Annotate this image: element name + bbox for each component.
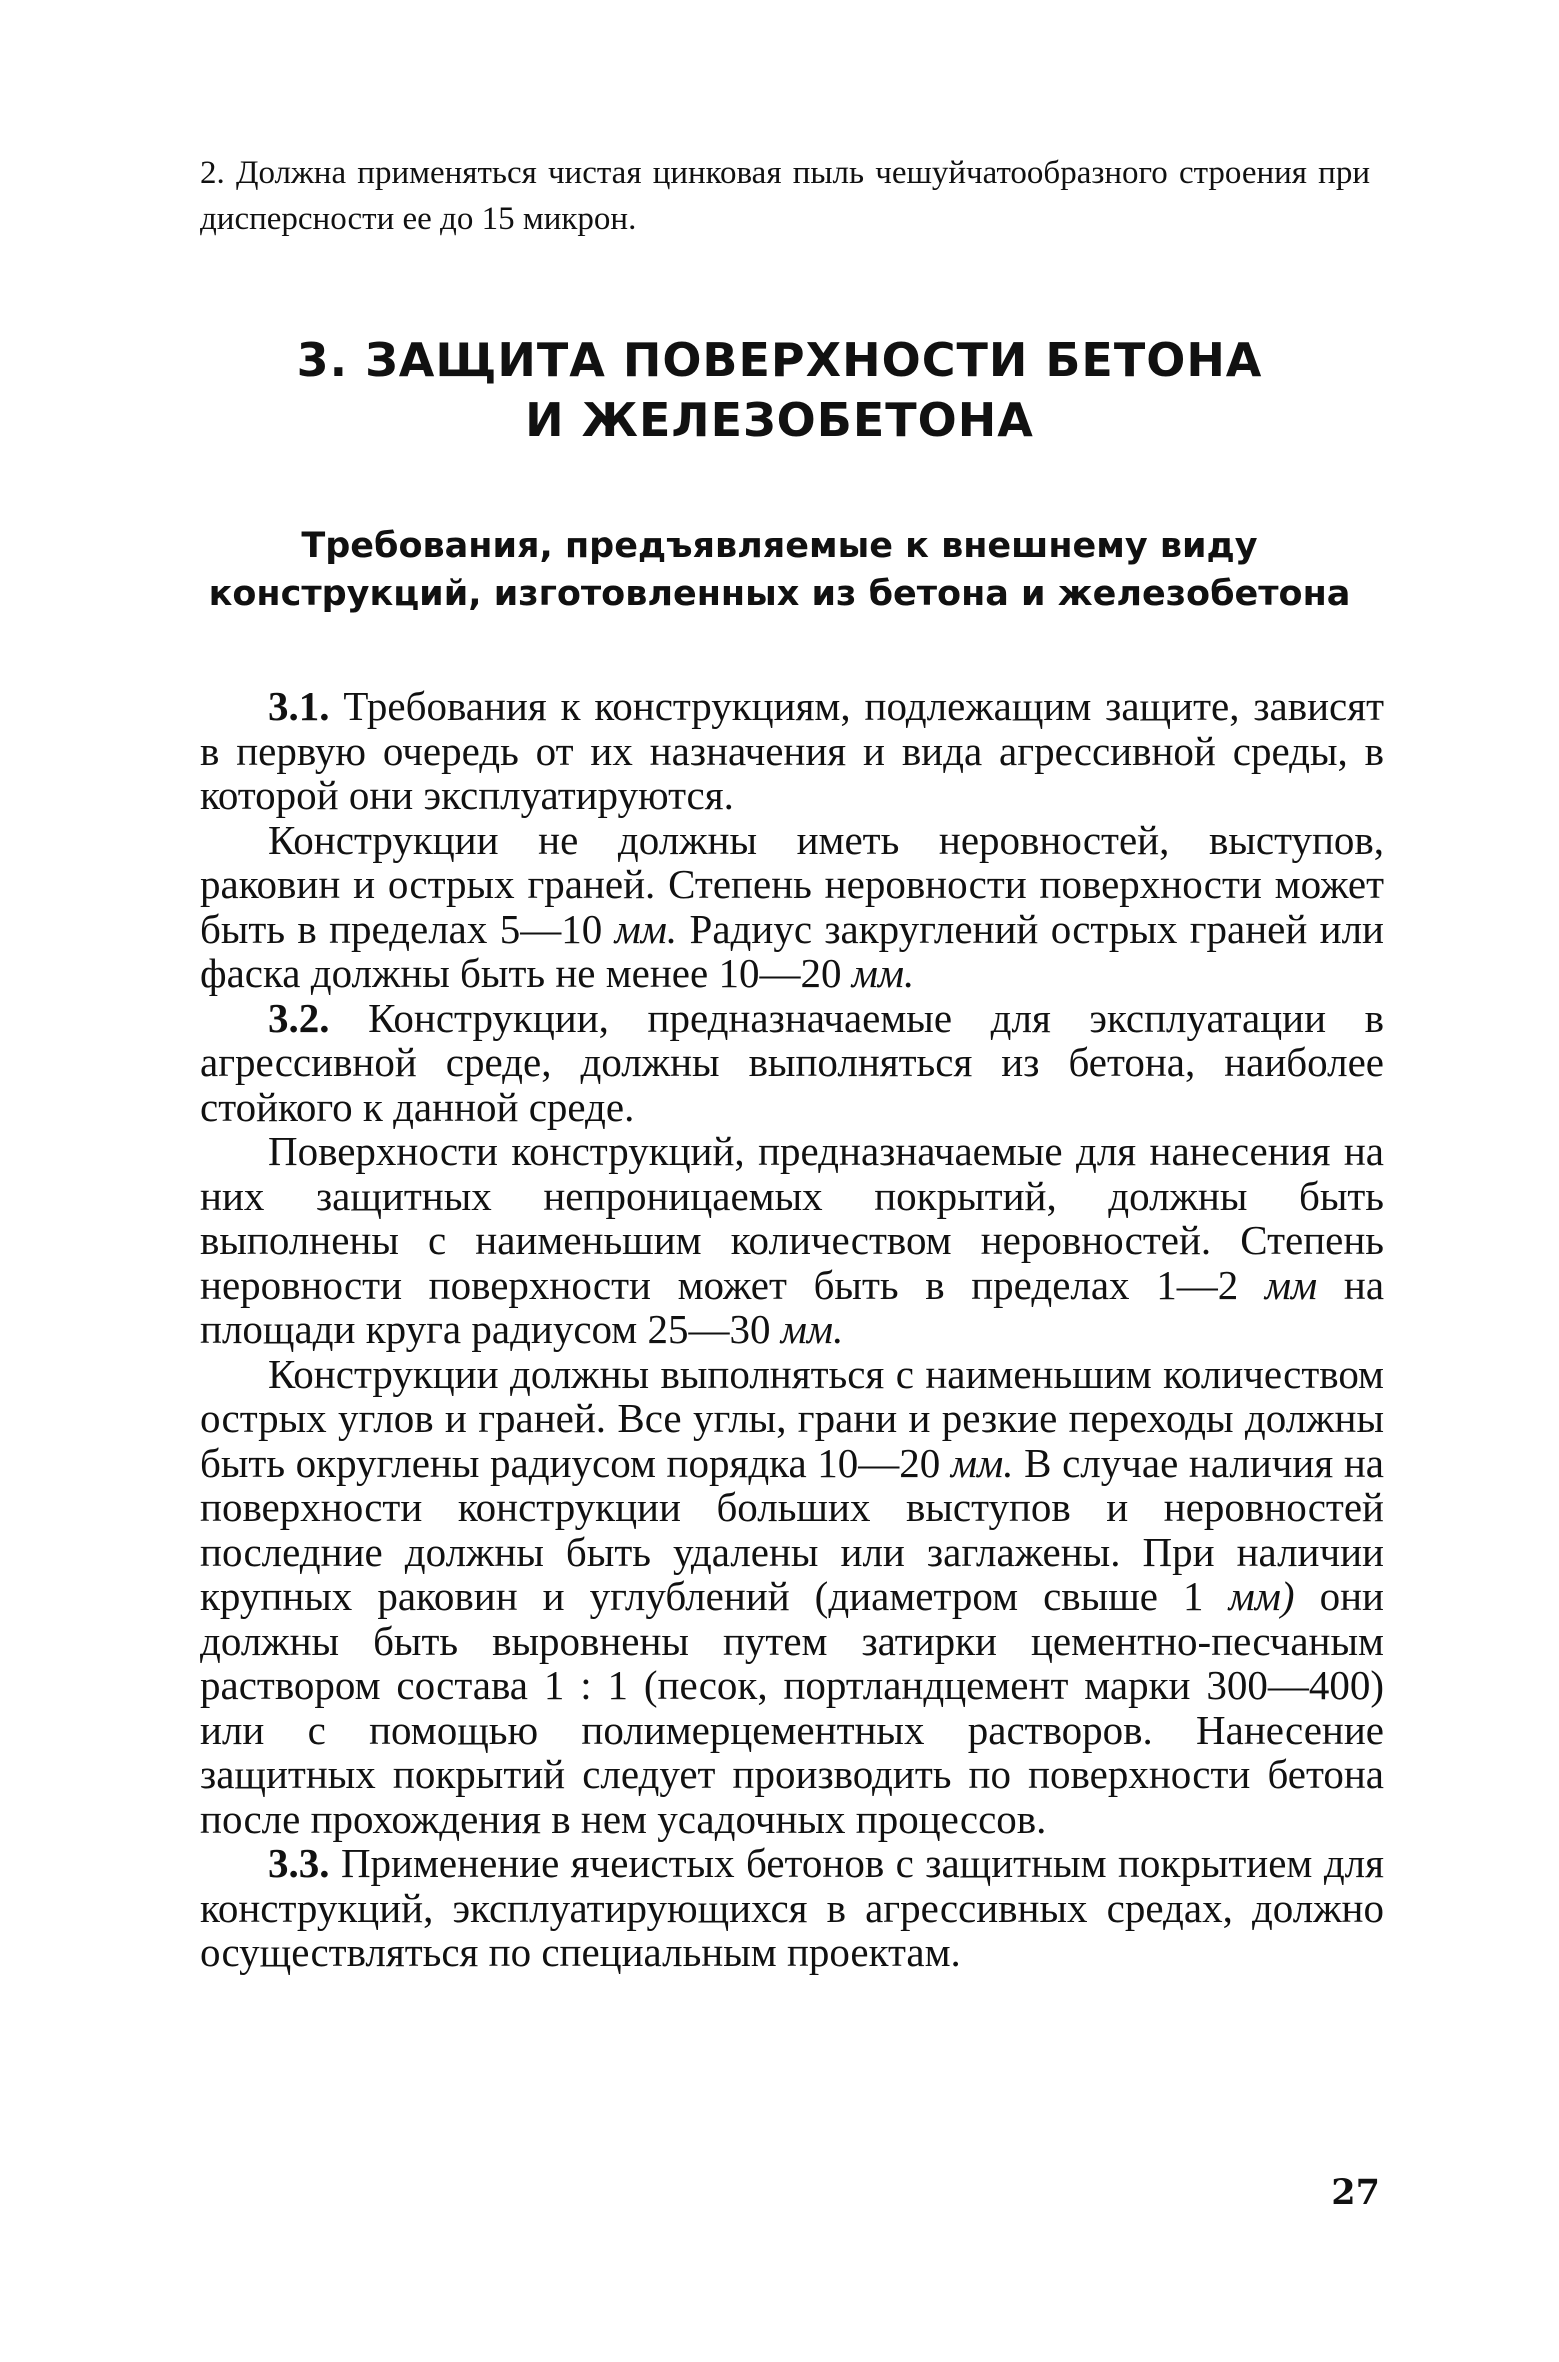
paragraph-text: они должны быть выровнены путем затирки цементно-песчаным раствором состава 1 : 1 (песок, портландцемент марки 300—400) или с помощью полимерцементных растворов. Нанесение защитных покрытий следует производить по поверхности бетона после прохождения в нем усадочных процессов. bbox=[200, 1573, 1384, 1842]
paragraph-text: В случае наличия на поверхности конструкции больших выступов и неровностей последние должны быть удалены или заглажены. При наличии крупных раковин и углублений (диаметром свыше 1 bbox=[200, 1439, 1384, 1619]
paragraph-text: Конструкции должны выполняться с наименьшим количеством острых углов и граней. Все углы, грани и резкие переходы должны быть округлены радиусом порядка 10—20 bbox=[200, 1350, 1384, 1486]
paragraph-text: Конструкции не должны иметь неровностей, выступов, раковин и острых граней. Степень неровности поверхности может быть в пределах 5—10 bbox=[200, 816, 1384, 952]
section-number: 3.3. bbox=[268, 1840, 330, 1886]
paragraph-surface-defects bbox=[200, 818, 1384, 996]
body-text bbox=[200, 684, 1384, 1975]
paragraph-text: Радиус закруглений острых граней или фаска должны быть не менее 10—20 bbox=[200, 905, 1384, 996]
paragraph-edges-rounding bbox=[200, 1352, 1384, 1842]
paragraph-text: Требования к конструкциям, подлежащим защите, зависят в первую очередь от их назначения и вида агрессивной среды, в которой они эксплуатируются. bbox=[200, 683, 1384, 818]
paragraph-text: Поверхности конструкций, предназначаемые для нанесения на них защитных непроницаемых покрытий, должны быть выполнены с наименьшим количеством неровностей. Степень неровности поверхности может быть в пределах 1—2 bbox=[200, 1128, 1384, 1308]
section-number: 3.2. bbox=[268, 994, 330, 1041]
paragraph-3-3 bbox=[200, 1841, 1384, 1975]
paragraph-text: Применение ячеистых бетонов с защитным покрытием для конструкций, эксплуатирующихся в агрессивных средах, должно осуществляться по специальным проектам. bbox=[200, 1840, 1384, 1975]
unit-label: мм. bbox=[780, 1306, 844, 1352]
paragraph-3-1 bbox=[200, 684, 1384, 818]
subsection-heading-line2: конструкций, изготовленных из бетона и железобетона bbox=[208, 574, 1351, 614]
unit-label: мм. bbox=[614, 905, 678, 952]
paragraph-text: Конструкции, предназначаемые для эксплуатации в агрессивной среде, должны выполняться из бетона, наиболее стойкого к данной среде. bbox=[200, 994, 1385, 1130]
chapter-heading-line2: И ЖЕЛЕЗОБЕТОНА bbox=[525, 393, 1034, 447]
paragraph-3-2 bbox=[200, 996, 1384, 1130]
paragraph-coating-surfaces bbox=[200, 1129, 1384, 1352]
subsection-heading-line1: Требования, предъявляемые к внешнему виду bbox=[301, 526, 1258, 566]
subsection-heading bbox=[0, 522, 1559, 618]
paragraph-text: на площади круга радиусом 25—30 bbox=[200, 1261, 1385, 1352]
unit-label: мм. bbox=[851, 950, 915, 996]
chapter-heading-line1: 3. ЗАЩИТА ПОВЕРХНОСТИ БЕТОНА bbox=[296, 333, 1263, 387]
intro-text: 2. Должна применяться чистая цинковая пыль чешуйчатообразного строения при дисперсности ее до 15 микрон. bbox=[200, 155, 1370, 237]
chapter-heading bbox=[0, 330, 1559, 450]
unit-label: мм. bbox=[950, 1439, 1014, 1486]
page-number: 27 bbox=[1331, 2172, 1380, 2213]
unit-label: мм bbox=[1264, 1261, 1318, 1308]
intro-paragraph bbox=[200, 150, 1370, 242]
section-number: 3.1. bbox=[268, 683, 330, 729]
unit-label: мм) bbox=[1228, 1573, 1295, 1619]
